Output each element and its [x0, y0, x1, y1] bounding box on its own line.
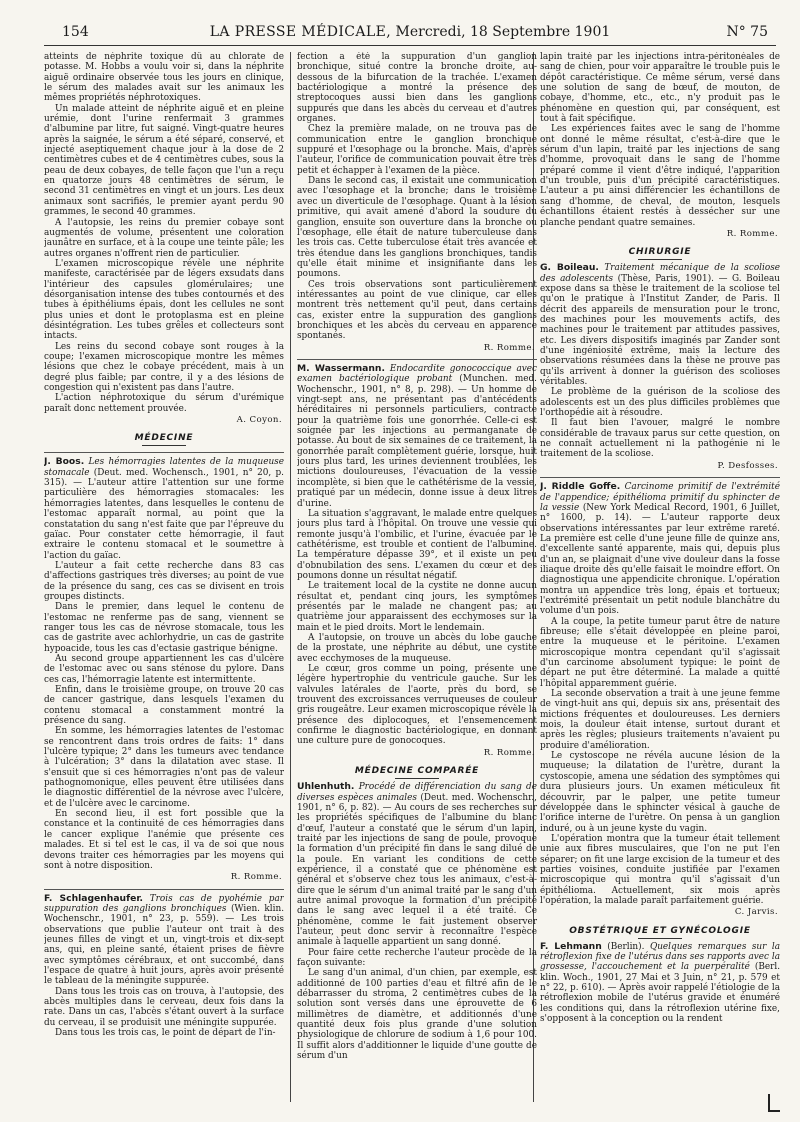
article-author: Uhlenhuth. [297, 781, 355, 793]
article-body: (Wien. klin. Wochenschr., 1901, n° 23, p. 559). — Les trois observations que publie l'auteur ont trait à des jeunes filles de vingt et un, vingt-trois et dix-sept ans, qui, en pleine santé, étaient prises de fièvre avec symptômes cérébraux, et ont succombé, dans l'espace de quatre à huit jours, après avoir présenté le tableau de la méningite suppurée. [44, 903, 284, 987]
section-underline [638, 938, 682, 939]
section-heading [540, 247, 780, 260]
paragraph: Dans tous les trois cas on trouva, à l'autopsie, des abcès multiples dans le cerveau, deux fois dans la rate. Dans un cas, l'abcès s'étant ouvert à la surface du cerveau, il se produisit une méningite suppurée. [44, 986, 284, 1028]
paragraph: A l'autopsie, les reins du premier cobaye sont augmentés de volume, présentent une coloration jaunâtre en surface, et à la coupe une teinte pâle; les autres organes n'offrent rien de particulier. [44, 217, 284, 259]
article-author: F. Schlagenhaufer. [44, 892, 144, 904]
section-heading-text: MÉDECINE [134, 433, 194, 444]
paragraph: L'auteur a fait cette recherche dans 83 cas d'affections gastriques très diverses; au point de vue de la présence du sang, ces cas se divisent en trois groupes distincts. [44, 560, 284, 602]
author-signature: P. Desfosses. [717, 460, 778, 471]
paragraph: fection a été la suppuration d'un ganglion bronchique, situé contre la bronche droite, au-dessous de la bifurcation de la trachée. L'examen bactériologique a montré la présence des streptocoques aussi bien dans les ganglions suppurés que dans les abcès du cerveau et d'autres organes. [297, 52, 537, 125]
section-heading [44, 433, 284, 446]
article-body: (Berl. klin. Woch., 1901, 27 Mai et 3 Juin, n° 21, p. 579 et n° 22, p. 610). — Après avoir rappelé l'étiologie de la rétroflexion mobile de l'utérus gravide et énuméré les conditions qui, dans la rétroflexion utérine fixe, s'opposent à la conception ou la rendent [540, 962, 780, 1025]
paragraph: En second lieu, il est fort possible que la constance et la continuité de ces hémorragies dans le cancer explique l'anémie que présente ces malades. Et si tel est le cas, il va de soi que nous devons traiter ces hémorragies par les moyens qui sont à notre disposition. [44, 809, 284, 871]
paragraph: En somme, les hémorragies latentes de l'estomac se rencontrent dans trois ordres de faits: 1° dans l'ulcère typique; 2° dans les tumeurs avec tendance à l'ulcération; 3° dans la dilatation avec stase. Il s'ensuit que si ces hémorragies n'ont pas de valeur pathognomonique, elles peuvent être utilisées dans le diagnostic différentiel de la névrose avec l'ulcère, et de l'ulcère avec le carcinome. [44, 726, 284, 809]
page-number: 154 [62, 24, 89, 40]
paragraph: Le cœur, gros comme un poing, présente une légère hypertrophie du ventricule gauche. Sur les valvules latérales de l'aorte, près du bord, se trouvent des excroissances verruqueuses de couleur gris rougeâtre. Leur examen microscopique révèle la présence des diplocoques, et l'ensemencement confirme le diagnostic bactériologique, en donnant une culture pure de gonocoques. [297, 664, 537, 747]
paragraph: Le cystoscope ne révéla aucune lésion de la muqueuse; la dilatation de l'urètre, durant la cystoscopie, amena une sédation des symptômes qui dura plusieurs jours. Un examen méticuleux fit découvrir, par le palper, une petite tumeur développée dans le sphincter vésical à gauche de l'orifice interne de l'urètre. On pensa à un ganglion induré, ou à un jeune kyste du vagin. [540, 751, 780, 834]
column-2 [297, 52, 537, 1102]
column-3 [540, 52, 780, 1102]
article-title: Les hémorragies latentes de la muqueuse stomacale [44, 457, 284, 478]
article-author: M. Wassermann. [297, 363, 385, 375]
paragraph: lapin traité par les injections intra-péritonéales de sang de chien, pour voir apparaître le trouble puis le dépôt caractéristique. Ce même sérum, versé dans une solution de sang de bœuf, de mouton, de cobaye, d'homme, etc., etc., n'y produit pas le phénomène en question qui, par conséquent, est tout à fait spécifique. [540, 52, 780, 125]
section-heading [297, 766, 537, 779]
article-author: G. Boileau. [540, 262, 599, 274]
paragraph: L'examen microscopique révèle une néphrite manifeste, caractérisée par de légers exsudats dans l'intérieur des capsules glomérulaires; une désorganisation intense des tubes contournés et des tubes à épithéliums épais, dont les cellules ne sont plus unies et dont le protoplasma est en pleine désintégration. Les tubes grêles et collecteurs sont intacts. [44, 258, 284, 342]
paragraph: Chez la première malade, on ne trouva pas de communication entre le ganglion bronchique suppuré et l'œsophage ou la bronche. Mais, d'après l'auteur, l'orifice de communication pouvait être très petit et échapper à l'examen de la pièce. [297, 124, 537, 176]
paragraph: Un malade atteint de néphrite aiguë et en pleine urémie, dont l'urine renfermait 3 grammes d'albumine par litre, fut saigné. Vingt-quatre heures après la saignée, le sérum a été séparé, conservé, et injecté aseptiquement chaque jour à la dose de 2 centimètres cubes et de 4 centimètres cubes, sous la peau de deux cobayes, de telle façon que l'un a reçu en quatorze jours 48 centimètres de sérum, le second 31 centimètres en vingt et un jours. Les deux animaux sont sacrifiés, le premier ayant perdu 90 grammes, le second 40 grammes. [44, 103, 284, 218]
article-author: F. Lehmann [540, 940, 602, 952]
paragraph: L'opération montra que la tumeur était tellement unie aux fibres musculaires, que l'on ne put l'en séparer; on fit une large excision de la tumeur et des parties voisines, conduite justifiée par l'examen microscopique qui montra qu'il s'agissait d'un épithélioma. Actuellement, six mois après l'opération, la malade paraît parfaitement guérie. [540, 833, 780, 906]
section-underline [395, 778, 439, 779]
article-abstract [540, 477, 780, 616]
paragraph: A la coupe, la petite tumeur parut être de nature fibreuse; elle s'était développée en pleine paroi, entre la muqueuse et le péritoine. L'examen microscopique montra cependant qu'il s'agissait d'un carcinome absolument typique: le point de départ ne put être déterminé. La malade a quitté l'hôpital apparemment guérie. [540, 616, 780, 689]
section-heading-text: CHIRURGIE [628, 247, 692, 258]
column-divider [290, 52, 291, 1102]
article-abstract [297, 782, 537, 948]
article-title: Procédé de différenciation du sang de diverses espèces animales [297, 782, 537, 803]
paragraph: Ces trois observations sont particulièrement intéressantes au point de vue clinique, car elles montrent très nettement qu'il peut, dans certains cas, exister entre la suppuration des ganglions bronchiques et les abcès du cerveau en apparence spontanés. [297, 279, 537, 342]
issue-date: Mercredi, 18 Septembre 1901 [395, 24, 611, 40]
author-signature: R. Romme. [726, 228, 778, 239]
article-title: Carcinome primitif de l'extrémité de l'appendice; épithélioma primitif du sphincter de la vessie [540, 482, 780, 513]
paragraph: atteints de néphrite toxique dû au chlorate de potasse. M. Hobbs a voulu voir si, dans la néphrite aiguë ordinaire observée tous les jours en clinique, le sérum des malades avait sur les animaux les mêmes propriétés néphrotoxiques. [44, 52, 284, 104]
section-heading-text: MÉDECINE COMPARÉE [354, 766, 480, 777]
article-abstract [540, 263, 780, 387]
paragraph: Au second groupe appartiennent les cas d'ulcère de l'estomac avec ou sans sténose du pylore. Dans ces cas, l'hémorragie latente est intermittente. [44, 653, 284, 685]
paragraph: Le traitement local de la cystite ne donne aucun résultat et, pendant cinq jours, les symptômes présentés par le malade ne changent pas; au quatrième jour apparaissent des ecchymoses sur la main et le pied droits. Mort le lendemain. [297, 581, 537, 633]
paragraph: Dans le premier, dans lequel le contenu de l'estomac ne renferme pas de sang, viennent se ranger tous les cas de névrose stomacale, tous les cas de gastrite avec achlorhydrie, un cas de gastrite hypoacide, tous les cas d'ectasie gastrique bénigne. [44, 602, 284, 654]
section-underline [142, 445, 186, 446]
section-heading [540, 926, 780, 939]
running-title [44, 24, 776, 40]
journal-name: LA PRESSE MÉDICALE, [209, 24, 392, 40]
article-title: Traitement mécanique de la scoliose des adolescents [540, 263, 780, 284]
issue-number: N° 75 [726, 24, 768, 40]
paragraph: Les reins du second cobaye sont rouges à la coupe; l'examen microscopique montre les mêmes lésions que chez le cobaye précédent, mais à un degré plus faible; par contre, il y a des lésions de congestion qui n'existent pas dans l'autre. [44, 341, 284, 393]
article-body: (Thèse, Paris, 1901). — G. Boileau expose dans sa thèse le traitement de la scoliose tel qu'on le pratique à l'Institut Zander, de Paris. Il décrit des appareils de mensuration pour le tronc, des machines pour les mouvements actifs, des machines pour le traitement par attitudes passives, etc. Les divers dispositifs imaginés par Zander sont d'une ingéniosité extrême, mais la lecture des observations résumées dans la thèse ne prouve pas qu'ils arrivent à donner la guérison des scolioses véritables. [540, 273, 780, 388]
article-abstract [297, 359, 537, 509]
author-signature: C. Jarvis. [734, 907, 778, 918]
print-mark [768, 1094, 780, 1112]
article-author-city: (Berlin). [607, 941, 645, 952]
author-signature: R. Romme. [483, 747, 535, 758]
article-body: (Deut. med. Wochenschr., 1901, n° 6, p. 82). — Au cours de ses recherches sur les propriétés spécifiques de l'albumine du blanc d'œuf, l'auteur a constaté que le sérum d'un lapin, traité par les injections de sang de poule, provoque la formation d'un précipité fin dans le sang dilué de la poule. En variant les conditions de cette expérience, il a constaté que ce phénomène est général et s'observe chez tous les animaux, c'est-à-dire que le sérum d'un animal traité par le sang d'un autre animal provoque la formation d'un précipité dans le sang avec lequel il a été traité. Ce phénomène, comme le fait justement observer l'auteur, peut donc servir à reconnaître l'espèce animale à laquelle appartient un sang donné. [297, 792, 537, 948]
article-body: (Deut. med. Wochensch., 1901, n° 20, p. 315). — L'auteur attire l'attention sur une forme particulière des hémorragies stomacales: les hémorragies latentes, dans lesquelles le contenu de l'estomac apparaît normal, au point que la constatation du sang n'est faite que par l'épreuve du gaïac. Pour constater cette hémorragie, il faut extraire le contenu stomacal et le soumettre à l'action du gaïac. [44, 467, 284, 561]
paragraph: Les expériences faites avec le sang de l'homme ont donné le même résultat, c'est-à-dire que le sérum d'un lapin, traité par les injections de sang d'homme, provoquait dans le sang de l'homme préparé comme il vient d'être indiqué, l'apparition d'un trouble, puis d'un précipité caractéristiques. L'auteur a pu ainsi différencier les échantillons de sang d'homme, de cheval, de mouton, lesquels échantillons étaient restés à dessécher sur une planche pendant quatre semaines. [540, 124, 780, 228]
article-abstract [44, 889, 284, 987]
page-header [44, 24, 776, 42]
article-body: (New York Medical Record, 1901, 6 Juillet, n° 1600, p. 14). — L'auteur rapporte deux observations intéressantes par leur extrême rareté. La première est celle d'une jeune fille de quinze ans, d'excellente santé apparente, mais qui, depuis plus d'un an, se plaignait d'une vive douleur dans la fosse iliaque droite dès qu'elle faisait le moindre effort. On diagnostiqua une appendicite chronique. L'opération montra un appendice très long, épais et tortueux; l'extrémité présentait un petit nodule blanchâtre du volume d'un pois. [540, 502, 780, 617]
paragraph: Dans tous les trois cas, le point de départ de l'in- [55, 1028, 276, 1039]
section-underline [638, 259, 682, 260]
article-title: Trois cas de pyohémie par suppuration des ganglions bronchiques [44, 893, 284, 914]
paragraph: L'action néphrotoxique du sérum d'urémique paraît donc nettement prouvée. [44, 393, 284, 414]
paragraph: La seconde observation a trait à une jeune femme de vingt-huit ans qui, depuis six ans, présentait des mictions fréquentes et douloureuses. Les derniers mois, la douleur était intense, surtout durant et après les règles; plusieurs traitements n'avaient pu produire d'amélioration. [540, 689, 780, 751]
article-title: Quelques remarques sur la rétroflexion fixe de l'utérus dans ses rapports avec la grossesse, l'accouchement et la puerpéralité [540, 941, 780, 973]
column-1 [44, 52, 284, 1102]
author-signature: A. Coyon. [236, 415, 282, 426]
paragraph: Enfin, dans le troisième groupe, on trouve 20 cas de cancer gastrique, dans lesquels l'examen du contenu stomacal a constamment montré la présence du sang. [44, 685, 284, 727]
author-signature: R. Romme. [230, 872, 282, 883]
author-signature: R. Romme. [483, 342, 535, 353]
paragraph: La situation s'aggravant, le malade entre quelques jours plus tard à l'hôpital. On trouve une vessie qui remonte jusqu'à l'ombilic, et l'urine, évacuée par le cathétérisme, est trouble et contient de l'albumine. La température dépasse 39°, et il existe un peu d'obnubilation des sens. L'examen du cœur et des poumons donne un résultat négatif. [297, 508, 537, 581]
paragraph: Pour faire cette recherche l'auteur procède de la façon suivante: [297, 947, 537, 968]
article-author: J. Boos. [44, 456, 85, 468]
article-title: Endocardite gonococcique avec examen bactériologique probant [297, 364, 537, 385]
article-abstract [44, 452, 284, 560]
paragraph: A l'autopsie, on trouve un abcès du lobe gauche de la prostate, une néphrite au début, une cystite avec ecchymoses de la muqueuse. [297, 632, 537, 664]
article-author: J. Riddle Goffe. [540, 481, 621, 493]
paragraph: Le problème de la guérison de la scoliose des adolescents est un des plus difficiles problèmes que l'orthopédie ait à résoudre. [540, 387, 780, 419]
header-rule [44, 45, 776, 46]
article-abstract [540, 942, 780, 1025]
paragraph: Le sang d'un animal, d'un chien, par exemple, est additionné de 100 parties d'eau et filtré afin de le débarrasser du stroma, 2 centimètres cubes de la solution sont versés dans une éprouvette de 6 millimètres de diamètre, et additionnés d'une quantité deux fois plus grande d'une solution physiologique de chlorure de sodium à 1,6 pour 100. Il suffit alors d'additionner le liquide d'une goutte de sérum d'un [297, 968, 537, 1062]
paragraph: Il faut bien l'avouer, malgré le nombre considérable de travaux parus sur cette question, on ne connaît actuellement ni la pathogénie ni le traitement de la scoliose. [540, 418, 780, 460]
section-heading-text: OBSTÉTRIQUE ET GYNÉCOLOGIE [569, 925, 751, 936]
paragraph: Dans le second cas, il existait une communication avec l'œsophage et la bronche; dans le troisième avec un diverticule de l'œsophage. Quant à la lésion primitive, qui avait amené d'abord la soudure du ganglion, ensuite son ouverture dans la bronche ou l'œsophage, elle était de nature tuberculeuse dans les trois cas. Cette tuberculose était très avancée et très étendue dans les ganglions bronchiques, tandis qu'elle était minime et insignifiante dans les poumons. [297, 176, 537, 280]
article-body: (Munchen. med. Wochenschr., 1901, n° 8, p. 298). — Un homme de vingt-sept ans, ne présentant pas d'antécédents héréditaires ni personnels particuliers, contracte pour la quatrième fois une gonorrhée. Celle-ci est soignée par les injections au permanganate de potasse. Au bout de six semaines de ce traitement, la gonorrhée paraît complètement guérie, lorsque, huit jours plus tard, les urines deviennent troublées, les mictions douloureuses, l'évacuation de la vessie incomplète, si bien que le cathétérisme de la vessie, pratiqué par un médecin, donne issue à deux litres d'urine. [297, 374, 537, 509]
